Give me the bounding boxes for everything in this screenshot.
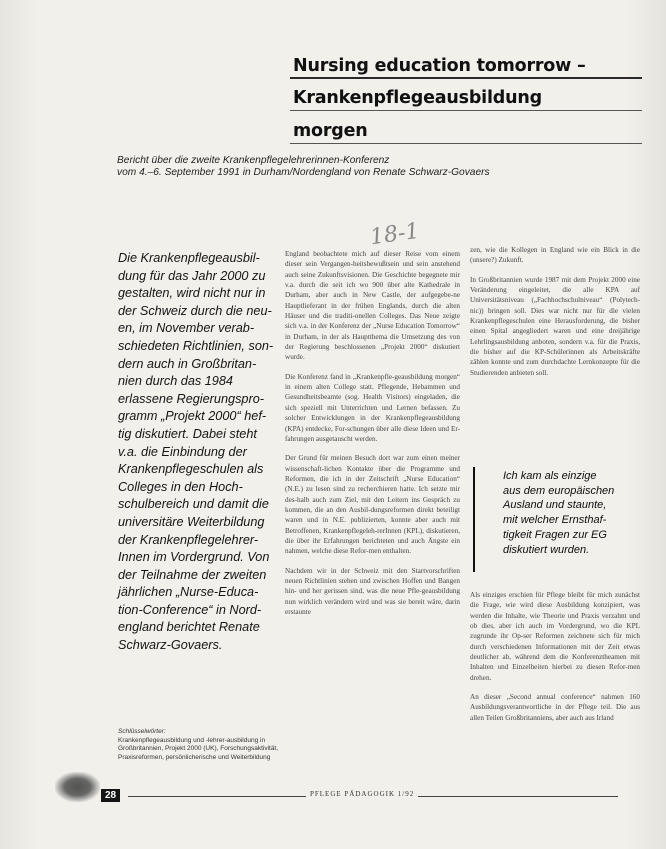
keywords-heading: Schlüsselwörter: <box>118 728 166 735</box>
subtitle-line-1: Bericht über die zweite Krankenpflegelehrerinnen-Konferenz <box>117 155 390 166</box>
lead-line: nien durch das 1984 <box>118 374 233 389</box>
lead-line: Die Krankenpflegeausbil- <box>118 251 260 265</box>
scan-smudge <box>55 772 100 802</box>
body-paragraph: England beobachtete mich auf dieser Reise vom einem dieser sein Vergangen-heitsbewußtsein und sein anstehend auch seine Zukunftsvisionen. Die Geschichte begegnete mir v.a. durch die seit ich wo 900 über alte Kathedrale in Durham, aber auch in New Castle, der aufgegebe-ne Hauptlieferant in der frühen Englands, durch die alten Häuser und die traditi-onellen Colleges. Das Neue zeigte sich v.a. in der Konferenz der „Nurse Education Tomorrow“ in Durham, in der als Hauptthema die Umsetzung des von der Regierung beschlossenen „Projekt 2000“ diskutiert wurde. <box>285 250 460 362</box>
lead-line: der Schweiz durch die neu- <box>118 303 272 318</box>
title-rule-top <box>290 77 642 79</box>
lead-line: Krankenpflegeschulen als <box>118 462 264 477</box>
body-paragraph: Die Konferenz fand in „Krankenpfle-geausbildung morgen“ in einem alten College statt. Pflegende, Hebammen und Gesundheitsbeamte (sog. Health Visitors) eingeladen, die sich speziell mit Unterrichten und Lernen befassen. Zu solcher Entwicklungen in der Krankenpflegeausbildung (KPA) entdecke, For-schungen über alle diese Ideen und Er-fahrungen ausgetauscht werden. <box>285 372 460 443</box>
lead-line: der Teilnahme der zweiten <box>118 567 267 582</box>
lead-line: erlassene Regierungspro- <box>118 391 264 406</box>
lead-line: dern auch in Großbritan- <box>118 356 257 371</box>
lead-line: Schwarz-Govaers. <box>118 638 223 653</box>
title-rule-1 <box>290 110 642 111</box>
title-line-1: Nursing education tomorrow – <box>293 56 586 76</box>
page-number: 28 <box>101 789 120 802</box>
body-paragraph: In Großbritannien wurde 1987 mit dem Projekt 2000 eine Veränderung eingeleitet, die alle KPA auf Universitätsniveau („Fachhochschulniveau“ (Polytech-nic)) bringen soll. Dies war nicht nur für die vielen Krankenpflegeschulen eine Herausforderung, die bisher einen Spital angegliedert waren und eine dreijährige Lehrlingsausbildung anboten, sondern v.a. für die Praxis, die bisher auf die KP-Schülerinnen als Arbeitskräfte zählen konnte und zum durchdachte Lernkonzepte für die Studierenden anbieten soll. <box>470 275 640 377</box>
handwritten-mark: 18-1 <box>368 218 421 251</box>
title-line-2: Krankenpflegeausbildung <box>293 88 542 108</box>
pull-quote-line: diskutiert wurden. <box>503 543 590 556</box>
lead-line: jährlichen „Nurse-Educa- <box>118 585 259 600</box>
body-column-1 <box>285 249 460 626</box>
body-paragraph: Nachdem wir in der Schweiz mit den Startvorschriften neuen Richtlinien stehen und zwischen Hoffen und Bangen hin- und her gerissen sind, was die neue Pfle-geausbildung nun wirklich verändern wird und was sie bereit wäre, darin erstaunte <box>285 566 460 616</box>
body-paragraph: Als einziges erschien für Pflege bleibt für mich zunächst die Frage, wie wird diese Ausbildung konzipiert, was werden die Inhalte, wie Theorie und Praxis verzahnt und ob dies, aber ich auch im Vordergrund, wo die KPL zugrunde ihr Op-ser Reformen zeichnete sich für mich durch verschiedenen Informationen mit der Zeit etwas deutlicher ab, während dem die Konferenztheamen mit Inhalten und Einzelheiten hierbei zu diesen Refor-men drehen. <box>470 591 640 682</box>
lead-line: tig diskutiert. Dabei steht <box>118 426 257 441</box>
lead-line: en, im November verab- <box>118 321 255 336</box>
lead-line: gestalten, wird nicht nur in <box>118 286 266 301</box>
lead-line: v.a. die Einbindung der <box>118 444 247 459</box>
body-column-2 <box>470 245 640 387</box>
pull-quote-line: Ausland und staunte, <box>503 499 607 512</box>
body-column-3 <box>470 590 640 732</box>
title-line-3: morgen <box>293 121 368 141</box>
pull-quote-text <box>503 469 614 557</box>
body-paragraph: zen, wie die Kollegen in England wie ein Blick in die (unsere?) Zukunft. <box>470 246 640 265</box>
lead-line: der Krankenpflegelehrer- <box>118 532 259 547</box>
lead-line: schiedeten Richtlinien, son- <box>118 338 274 353</box>
lead-line: universitäre Weiterbildung <box>118 514 265 529</box>
lead-line: tion-Conference“ in Nord- <box>118 602 262 617</box>
title-rule-2 <box>290 143 642 144</box>
journal-name: PFLEGE PÄDAGOGIK 1/92 <box>306 790 418 798</box>
lead-line: england berichtet Renate <box>118 620 260 635</box>
pull-quote-line: Ich kam als einzige <box>503 470 597 482</box>
subtitle <box>117 155 637 179</box>
pull-quote-line: aus dem europäischen <box>503 484 615 497</box>
lead-paragraph <box>118 250 276 655</box>
lead-line: gramm „Projekt 2000“ hef- <box>118 409 267 424</box>
lead-line: dung für das Jahr 2000 zu <box>118 268 266 283</box>
keywords-footnote <box>118 728 288 762</box>
lead-line: Colleges in den Hoch- <box>118 479 243 494</box>
lead-line: Innen im Vordergrund. Von <box>118 550 270 565</box>
lead-line: schulbereich und damit die <box>118 497 269 512</box>
body-paragraph: Der Grund für meinen Besuch dort war zum einen meiner wissenschaft-lichen Kontakte über die Programme und Reformen, die ich in der Zeitschrift „Nurse Education“ (N.E.) zu lesen sind zu recherchieren hatte. Ich setzte mir des-halb auch zum Ziel, mit den Leitern ins Gespräch zu kommen, die an den Ausbil-dungsreformen direkt beteiligt waren und in N.E. publizierten, konnte aber auch mit Betroffenen, Krankenpflegeleh-rerInnen (KPL), diskutieren, die über ihr Erfahrungen berichteten und auch Ängste ein nahmen, welche diese Refor-men enthalten. <box>285 454 460 556</box>
keywords-body: Krankenpflegeausbildung und -lehrer-ausbildung in Großbritannien, Projekt 2000 (UK), Forschungsaktivität, Praxisreformen, persönlicherische und Weiterbildung <box>118 736 279 761</box>
pull-quote <box>473 467 641 572</box>
pull-quote-line: mit welcher Ernsthaf- <box>503 514 607 527</box>
pull-quote-line: tigkeit Fragen zur EG <box>503 528 607 541</box>
subtitle-line-2: vom 4.–6. September 1991 in Durham/Nordengland von Renate Schwarz-Govaers <box>117 167 490 178</box>
body-paragraph: An dieser „Second annual conference“ nahmen 160 Ausbildungsverantwortliche in der Pflege teil. Die aus allen Teilen Großbritanniens, aber auch aus Irland <box>470 693 640 722</box>
